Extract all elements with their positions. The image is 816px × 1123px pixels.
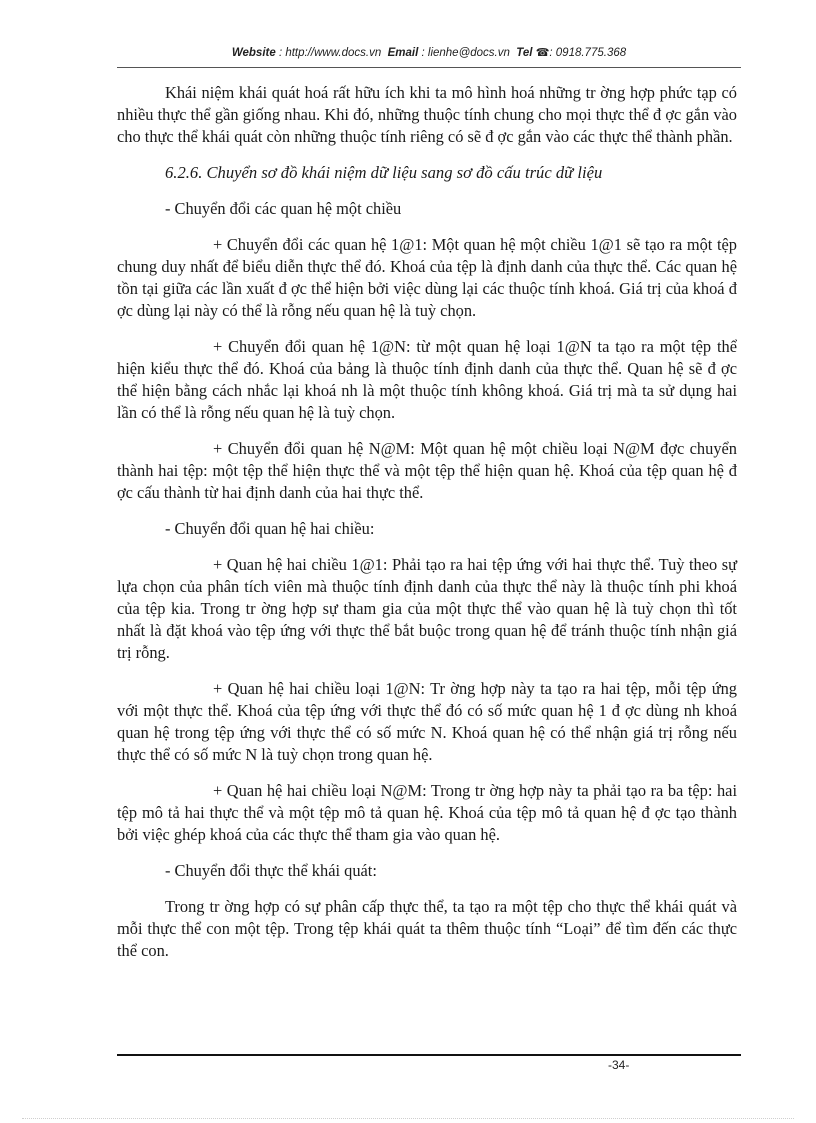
website-label: Website: [231, 47, 276, 59]
paragraph-1-1: + Chuyển đổi các quan hệ 1@1: Một quan hệ một chiều 1@1 sẽ tạo ra một tệp chung duy nhất để biểu diễn thực thể đó. Khoá của tệp là định danh của thực thể. Các quan hệ tồn tại giữa các lần xuất đ ợc thể hiện bởi việc dùng lại các thuộc tính khoá. Giá trị của khoá đ ợc dùng lại này có thể là rỗng nếu quan hệ là tuỳ chọn.: [117, 235, 737, 320]
phone-icon: ☎: [535, 47, 550, 59]
paragraph-1-n: + Chuyển đổi quan hệ 1@N: từ một quan hệ loại 1@N ta tạo ra một tệp thể hiện kiểu thực thể đó. Khoá của bảng là thuộc tính định danh của thực thể. Quan hệ sẽ đ ợc thể hiện bằng cách nhắc lại khoá nh là một thuộc tính không khoá. Giá trị mà ta sử dụng hai lần có thể là rỗng nếu quan hệ là tuỳ chọn.: [117, 337, 737, 422]
paragraph-n-m: + Chuyển đổi quan hệ N@M: Một quan hệ một chiều loại N@M đợc chuyển thành hai tệp: một tệp thể hiện thực thể và một tệp thể hiện quan hệ. Khoá của tệp quan hệ đ ợc cấu thành từ hai định danh của hai thực thể.: [117, 439, 737, 502]
page-header: [117, 46, 741, 59]
tel-value: : 0918.775.368: [549, 47, 627, 59]
email-label: Email: [387, 47, 419, 59]
tel-label: Tel: [516, 47, 533, 59]
paragraph-two-way-n-m: + Quan hệ hai chiều loại N@M: Trong tr ờng hợp này ta phải tạo ra ba tệp: hai tệp mô tả hai thực thể và một tệp mô tả quan hệ. Khoá của tệp mô tả quan hệ đ ợc tạo thành bởi việc ghép khoá của các thực thể tham gia vào quan hệ.: [117, 781, 737, 844]
page-edge-dots: [22, 1118, 794, 1119]
paragraph-generalized: Trong tr ờng hợp có sự phân cấp thực thể, ta tạo ra một tệp cho thực thể khái quát và mỗi thực thể con một tệp. Trong tệp khái quát ta thêm thuộc tính “Loại” để tìm đến các thực thể con.: [117, 897, 737, 960]
list-item-one-way: - Chuyển đổi các quan hệ một chiều: [165, 199, 402, 218]
section-heading: 6.2.6. Chuyển sơ đồ khái niệm dữ liệu sang sơ đồ cấu trúc dữ liệu: [165, 163, 603, 182]
email-value: : lienhe@docs.vn: [421, 47, 510, 59]
header-divider: [117, 67, 741, 68]
paragraph-intro: Khái niệm khái quát hoá rất hữu ích khi ta mô hình hoá những tr ờng hợp phức tạp có nhiều thực thể gần giống nhau. Khi đó, những thuộc tính chung cho mọi thực thể đ ợc gắn vào cho thực thể khái quát còn những thuộc tính riêng có sẽ đ ợc gắn vào các thực thể thành phần.: [117, 83, 737, 146]
page-number: -34-: [608, 1058, 630, 1072]
list-item-two-way: - Chuyển đổi quan hệ hai chiều:: [165, 519, 375, 538]
paragraph-two-way-1-n: + Quan hệ hai chiều loại 1@N: Tr ờng hợp này ta tạo ra hai tệp, mỗi tệp ứng với một thực thể. Khoá của tệp ứng với thực thể đó có số mức quan hệ 1 đ ợc dùng nh khoá quan hệ trong tệp ứng với thực thể có số mức N. Khoá quan hệ có thể nhận giá trị rỗng nếu thực thể có số mức N là tuỳ chọn trong quan hệ.: [117, 679, 737, 764]
footer-divider: [117, 1054, 741, 1056]
list-item-generalized: - Chuyển đổi thực thể khái quát:: [165, 861, 377, 880]
page-content: [117, 82, 737, 976]
paragraph-two-way-1-1: + Quan hệ hai chiều 1@1: Phải tạo ra hai tệp ứng với hai thực thể. Tuỳ theo sự lựa chọn của phân tích viên mà thuộc tính định danh của thực thể này là thuộc tính phi khoá của tệp kia. Trong tr ờng hợp sự tham gia của một thực thể vào quan hệ là tuỳ chọn thì tốt nhất là đặt khoá vào tệp ứng với thực thể bắt buộc trong quan hệ để tránh thuộc tính nhận giá trị rỗng.: [117, 555, 737, 662]
website-value: : http://www.docs.vn: [278, 47, 382, 59]
